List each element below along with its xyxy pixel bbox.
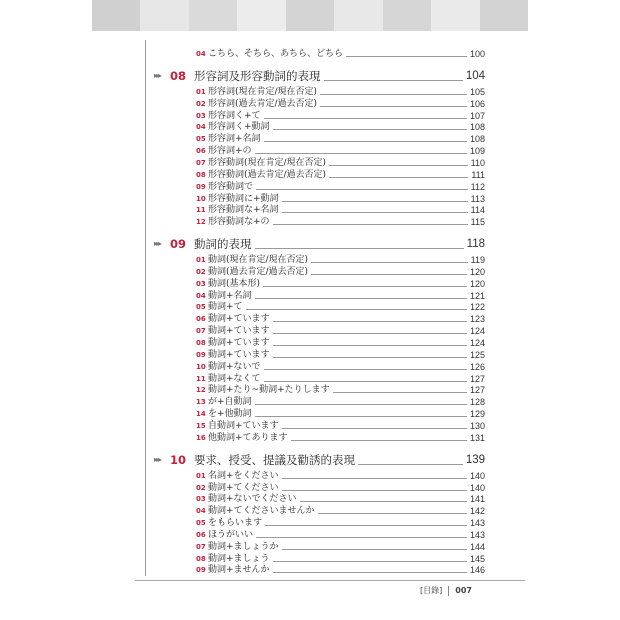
item-number: 12 (196, 218, 206, 227)
item-title: 動詞+ています (208, 326, 270, 337)
item-page-number: 144 (469, 541, 485, 552)
chapter-title: 要求、授受、提議及勸誘的表現 (194, 452, 355, 467)
chapter-title: 動詞的表現 (194, 237, 252, 252)
item-page-number: 129 (469, 409, 485, 420)
leader-line (282, 478, 467, 479)
item-title: 形容動詞に+動詞 (208, 193, 279, 204)
item-title: 形容詞(現在肯定/現在否定) (208, 86, 318, 97)
toc-item-row[interactable] (196, 408, 485, 420)
item-title: 動詞+ませんか (208, 565, 270, 576)
toc-item-row[interactable] (196, 86, 485, 98)
leader-line (300, 501, 467, 502)
chapter-page-number: 104 (465, 69, 485, 82)
item-title: 形容詞く+て (208, 110, 261, 121)
item-page-number: 107 (469, 110, 485, 121)
item-page-number: 140 (469, 482, 485, 493)
item-title: 動詞+てくださいませんか (208, 506, 315, 517)
item-title: 他動詞+てあります (208, 432, 288, 443)
toc-chapter-row[interactable] (154, 452, 485, 468)
leader-line (273, 357, 467, 358)
item-number: 05 (196, 519, 206, 528)
item-title: をもらいます (208, 518, 263, 529)
item-page-number: 125 (469, 349, 485, 360)
item-page-number: 108 (469, 122, 485, 133)
toc-item-row[interactable] (196, 541, 485, 553)
toc-item-row[interactable] (196, 145, 485, 157)
item-number: 05 (196, 303, 206, 312)
leader-line (255, 248, 464, 249)
chapter-arrow-icon: ▸▸▸ (154, 239, 161, 249)
toc-item-row[interactable] (196, 349, 485, 361)
item-title: 動詞+ないでください (208, 494, 297, 505)
item-number: 01 (196, 256, 206, 265)
leader-line (255, 298, 467, 299)
toc-item-row[interactable] (196, 361, 485, 373)
item-title: 形容動詞な+の (208, 217, 270, 228)
chapter-number: 08 (170, 68, 187, 83)
item-number: 15 (196, 421, 206, 430)
footer-rule (135, 580, 525, 581)
item-title: 自動詞+ています (208, 420, 279, 431)
item-number: 06 (196, 530, 206, 539)
item-title: 名詞+をください (208, 470, 279, 481)
item-number: 08 (196, 170, 206, 179)
item-title: が+自動詞 (208, 397, 252, 408)
item-page-number: 142 (469, 506, 485, 517)
leader-line (320, 106, 467, 107)
item-number: 10 (196, 194, 206, 203)
leader-line (273, 333, 467, 334)
item-page-number: 130 (469, 420, 485, 431)
toc-item-row[interactable] (196, 216, 485, 228)
leader-line (255, 153, 467, 154)
toc-item-row[interactable] (196, 373, 485, 385)
toc-item-row[interactable] (196, 470, 485, 482)
item-number: 11 (196, 206, 206, 215)
chapter-arrow-icon: ▸▸▸ (154, 454, 161, 464)
leader-line (320, 94, 467, 95)
item-number: 07 (196, 327, 206, 336)
item-number: 04 (196, 507, 206, 516)
item-title: 形容動詞で (208, 181, 254, 192)
item-title: 動詞(過去肯定/過去否定) (208, 266, 309, 277)
leader-line (318, 513, 467, 514)
item-number: 02 (196, 99, 206, 108)
leader-line (282, 201, 468, 202)
toc-item-row[interactable] (196, 98, 485, 110)
item-title: 動詞(基本形) (208, 278, 261, 289)
leader-line (256, 537, 467, 538)
item-title: 動詞+ています (208, 314, 270, 325)
item-page-number: 140 (469, 470, 485, 481)
leader-line (263, 286, 467, 287)
item-title: 動詞+たり~動詞+たりします (208, 385, 330, 396)
toc-item-row[interactable] (196, 384, 485, 396)
toc-item-row[interactable] (196, 48, 485, 60)
item-number: 13 (196, 398, 206, 407)
item-page-number: 124 (469, 326, 485, 337)
leader-line (273, 321, 467, 322)
toc-item-row[interactable] (196, 529, 485, 541)
item-title: 動詞+ましょう (208, 553, 270, 564)
item-page-number: 105 (469, 86, 485, 97)
toc-item-row[interactable] (196, 517, 485, 529)
item-page-number: 108 (469, 134, 485, 145)
footer-label: [目錄] (420, 586, 443, 595)
item-page-number: 115 (470, 217, 485, 228)
toc-item-row[interactable] (196, 505, 485, 517)
leader-line (264, 118, 467, 119)
toc-item-row[interactable] (196, 193, 485, 205)
leader-line (333, 392, 467, 393)
leader-line (265, 525, 467, 526)
toc-item-row[interactable] (196, 313, 485, 325)
item-page-number: 146 (469, 565, 485, 576)
item-number: 03 (196, 111, 206, 120)
leader-line (273, 224, 468, 225)
item-title: 動詞+なくて (208, 373, 261, 384)
toc-item-row[interactable] (196, 564, 485, 576)
item-number: 10 (196, 362, 206, 371)
item-title: 動詞+て (208, 302, 243, 313)
leader-line (273, 561, 467, 562)
leader-line (264, 369, 467, 370)
leader-line (311, 262, 468, 263)
item-page-number: 141 (469, 494, 485, 505)
item-page-number: 143 (469, 529, 485, 540)
leader-line (282, 212, 468, 213)
chapter-title: 形容詞及形容動詞的表現 (194, 68, 321, 83)
item-number: 06 (196, 315, 206, 324)
item-number: 04 (196, 291, 206, 300)
item-number: 02 (196, 483, 206, 492)
chapter-page-number: 139 (465, 453, 485, 466)
item-number: 01 (196, 471, 206, 480)
item-number: 16 (196, 433, 206, 442)
toc-item-row[interactable] (196, 482, 485, 494)
toc-chapter-row[interactable] (154, 68, 485, 84)
item-title: 動詞(現在肯定/現在否定) (208, 255, 309, 266)
leader-line (256, 189, 468, 190)
leader-line (246, 309, 467, 310)
toc-item-row[interactable] (196, 278, 485, 290)
item-title: を+他動詞 (208, 409, 252, 420)
item-number: 08 (196, 554, 206, 563)
item-page-number: 112 (470, 181, 485, 192)
leader-line (282, 549, 467, 550)
item-title: 動詞+ないで (208, 361, 261, 372)
item-title: こちら、そちら、あちら、どちら (208, 49, 344, 59)
toc-item-row[interactable] (196, 396, 485, 408)
leader-line (282, 490, 467, 491)
leader-line (273, 129, 467, 130)
item-page-number: 120 (469, 278, 485, 289)
toc-item-row[interactable] (196, 553, 485, 565)
chapter-number: 09 (170, 237, 187, 252)
item-number: 09 (196, 566, 206, 575)
item-number: 09 (196, 350, 206, 359)
item-number: 07 (196, 158, 206, 167)
item-number: 08 (196, 339, 206, 347)
leader-line (255, 416, 467, 417)
item-number: 12 (196, 386, 206, 395)
item-page-number: 111 (471, 169, 485, 180)
item-title: 形容動詞な+名詞 (208, 205, 279, 216)
page-footer (420, 584, 472, 598)
toc-item-row[interactable] (196, 432, 485, 444)
item-number: 04 (196, 123, 206, 132)
item-title: 動詞+名詞 (208, 290, 252, 301)
item-title: 動詞+てください (208, 482, 279, 493)
item-title: 形容動詞(現在肯定/現在否定) (208, 157, 327, 168)
item-number: 05 (196, 135, 206, 144)
toc-item-row[interactable] (196, 157, 485, 169)
item-page-number: 127 (469, 385, 485, 396)
leader-line (255, 404, 467, 405)
toc-item-row[interactable] (196, 266, 485, 278)
item-title: 動詞+ています (208, 349, 270, 360)
item-title: 動詞+ています (208, 338, 270, 348)
toc-item-row[interactable] (196, 325, 485, 337)
leader-line (358, 464, 463, 465)
item-page-number: 113 (470, 193, 485, 204)
toc-item-row[interactable] (196, 181, 485, 193)
item-page-number: 109 (469, 146, 485, 157)
item-page-number: 120 (469, 266, 485, 277)
leader-line (273, 345, 467, 346)
toc-item-row[interactable] (196, 110, 485, 122)
item-page-number: 126 (469, 361, 485, 372)
item-number: 14 (196, 410, 206, 419)
leader-line (264, 141, 467, 142)
item-page-number: 119 (470, 255, 485, 266)
footer-separator (448, 586, 449, 596)
toc-item-row[interactable] (196, 169, 485, 181)
item-title: 形容動詞(過去肯定/過去否定) (208, 169, 327, 180)
leader-line (291, 440, 467, 441)
toc-item-row[interactable] (196, 290, 485, 302)
item-page-number: 124 (469, 338, 485, 348)
item-page-number: 121 (469, 290, 485, 301)
item-number: 11 (196, 374, 206, 383)
leader-line (329, 177, 468, 178)
item-page-number: 143 (469, 518, 485, 529)
item-number: 06 (196, 147, 206, 156)
item-page-number: 110 (470, 157, 485, 168)
item-page-number: 122 (469, 302, 485, 313)
toc-item-row[interactable] (196, 337, 485, 349)
leader-line (329, 165, 468, 166)
toc-item-row[interactable] (196, 121, 485, 133)
item-number: 04 (196, 50, 206, 58)
toc-item-row[interactable] (196, 420, 485, 432)
item-number: 03 (196, 495, 206, 504)
toc-item-row[interactable] (196, 133, 485, 145)
chapter-arrow-icon: ▸▸▸ (154, 70, 161, 80)
item-title: 形容詞く+動詞 (208, 122, 270, 133)
item-title: 動詞+ましょうか (208, 541, 279, 552)
item-page-number: 106 (469, 98, 485, 109)
item-number: 02 (196, 267, 206, 276)
item-title: 形容詞(過去肯定/過去否定) (208, 98, 318, 109)
item-number: 01 (196, 87, 206, 96)
toc-item-row[interactable] (196, 204, 485, 216)
leader-line (273, 572, 467, 573)
item-page-number: 127 (469, 373, 485, 384)
chapter-number: 10 (170, 452, 187, 467)
leader-line (324, 80, 463, 81)
item-title: 形容詞+の (208, 146, 252, 157)
item-title: 形容詞+名詞 (208, 134, 261, 145)
chapter-page-number: 118 (466, 238, 485, 251)
leader-line (311, 274, 467, 275)
toc-item-row[interactable] (196, 493, 485, 505)
item-number: 03 (196, 279, 206, 288)
item-page-number: 128 (469, 397, 485, 408)
leader-line (282, 428, 467, 429)
toc-item-row[interactable] (196, 301, 485, 313)
leader-line (264, 381, 467, 382)
item-page-number: 145 (469, 553, 485, 564)
item-page-number: 131 (469, 432, 485, 443)
item-title: ほうがいい (208, 529, 254, 540)
footer-page-number: 007 (455, 586, 472, 595)
item-page-number: 114 (470, 205, 485, 216)
toc-chapter-row[interactable] (154, 236, 485, 252)
item-page-number: 123 (469, 314, 485, 325)
toc-item-row[interactable] (196, 254, 485, 266)
leader-line (346, 56, 467, 57)
item-number: 07 (196, 542, 206, 551)
item-page-number: 100 (469, 49, 485, 59)
item-number: 09 (196, 182, 206, 191)
